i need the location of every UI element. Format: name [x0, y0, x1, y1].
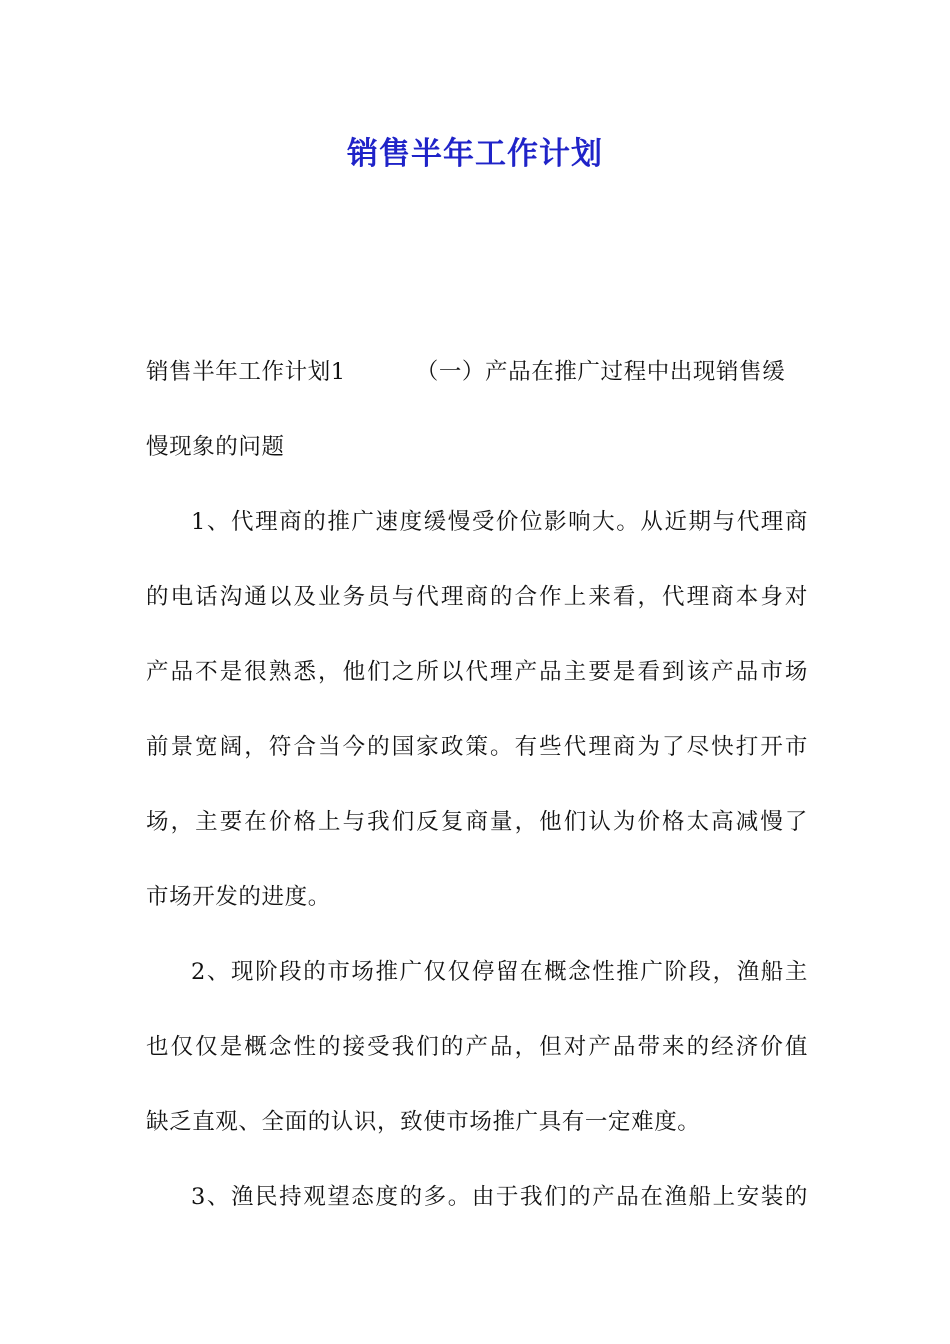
paragraph-line: 的电话沟通以及业务员与代理商的合作上来看，代理商本身对	[146, 584, 808, 610]
paragraph-line: 2、现阶段的市场推广仅仅停留在概念性推广阶段，渔船主	[191, 959, 808, 985]
paragraph-line	[146, 335, 808, 410]
paragraph-line: 场，主要在价格上与我们反复商量，他们认为价格太高减慢了	[146, 809, 808, 835]
paragraph-line: 前景宽阔，符合当今的国家政策。有些代理商为了尽快打开市	[146, 734, 808, 760]
paragraph-line: 1、代理商的推广速度缓慢受价位影响大。从近期与代理商	[191, 509, 808, 535]
paragraph-line: 也仅仅是概念性的接受我们的产品，但对产品带来的经济价值	[146, 1034, 808, 1060]
document-title: 销售半年工作计划	[347, 136, 603, 172]
paragraph-line: 缺乏直观、全面的认识，致使市场推广具有一定难度。	[146, 1109, 701, 1135]
subsection-heading: （一）产品在推广过程中出现销售缓	[415, 359, 786, 385]
section-heading: 销售半年工作计划1	[146, 359, 346, 385]
paragraph-line: 产品不是很熟悉，他们之所以代理产品主要是看到该产品市场	[146, 659, 808, 685]
paragraph-line: 3、渔民持观望态度的多。由于我们的产品在渔船上安装的	[191, 1184, 808, 1210]
paragraph-line: 慢现象的问题	[146, 434, 285, 460]
document-body	[146, 335, 808, 1235]
paragraph-line: 市场开发的进度。	[146, 884, 331, 910]
